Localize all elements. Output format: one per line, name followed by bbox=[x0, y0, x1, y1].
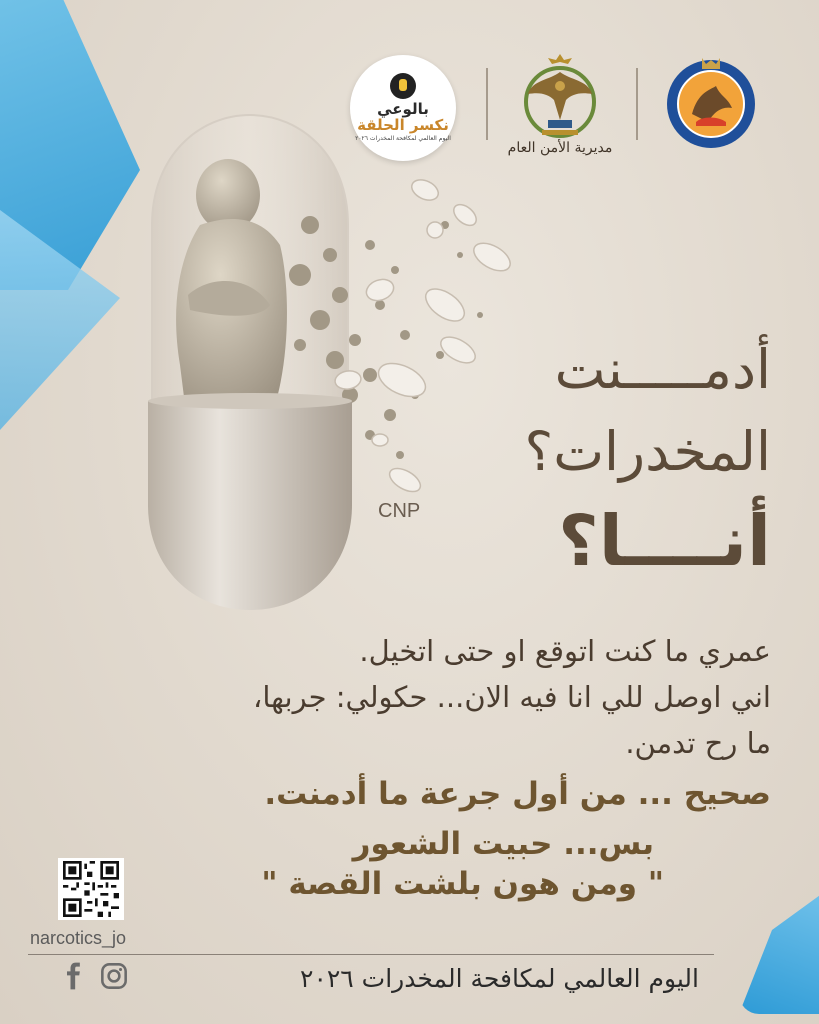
instagram-icon[interactable] bbox=[100, 962, 128, 990]
story-line3: ما رح تدمن. bbox=[625, 726, 771, 760]
campaign-logo-line2: نكسر الحلقة bbox=[357, 116, 449, 134]
headline-line2: المخدرات؟ bbox=[524, 420, 771, 483]
story-emphasis-line3: " ومن هون بلشت القصة " bbox=[261, 866, 664, 902]
headline-line1: أدمـــــنت bbox=[554, 338, 771, 401]
headline-line3: أنــــا؟ bbox=[558, 500, 771, 582]
story-emphasis-line2: بس... حبيت الشعور bbox=[352, 826, 654, 862]
footer-title: اليوم العالمي لمكافحة المخدرات ٢٠٢٦ bbox=[300, 964, 699, 993]
footer-divider bbox=[28, 954, 714, 955]
story-emphasis-line1: صحيح ... من أول جرعة ما أدمنت. bbox=[264, 776, 771, 812]
capsule-illustration bbox=[140, 105, 560, 625]
campaign-logo-line1: بالوعي bbox=[377, 100, 429, 118]
facebook-icon[interactable] bbox=[60, 962, 88, 990]
logo-divider bbox=[636, 68, 638, 140]
public-security-caption: مديرية الأمن العام bbox=[507, 140, 613, 156]
qr-code-icon[interactable] bbox=[58, 858, 124, 920]
campaign-logo-line3: اليوم العالمي لمكافحة المخدرات ٢٠٢٦ bbox=[355, 135, 451, 142]
story-line2: اني اوصل للي انا فيه الان... حكولي: جربها، bbox=[252, 680, 771, 714]
anti-narcotics-emblem bbox=[662, 52, 760, 150]
campaign-logo-icon bbox=[390, 73, 416, 99]
story-line1: عمري ما كنت اتوقع او حتى اتخيل. bbox=[359, 634, 771, 668]
social-handle[interactable]: narcotics_jo bbox=[30, 928, 127, 948]
watermark-text: CNP bbox=[378, 500, 421, 522]
